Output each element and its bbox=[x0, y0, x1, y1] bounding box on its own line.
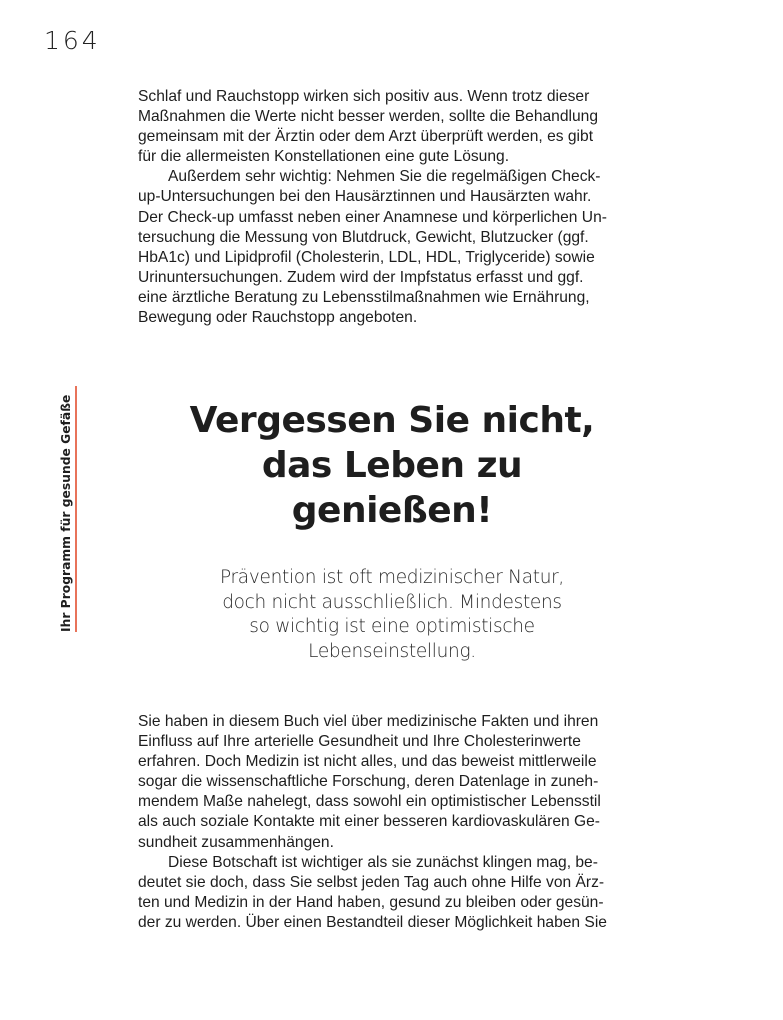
text-line: up-Untersuchungen bei den Hausärztinnen und Hausärzten wahr. bbox=[138, 188, 592, 206]
text-line: sundheit zusammenhängen. bbox=[138, 833, 334, 851]
text-line: der zu werden. Über einen Bestandteil dieser Möglichkeit haben Sie bbox=[138, 913, 607, 931]
lead-line: Prävention ist oft medizinischer Natur, bbox=[219, 567, 565, 588]
body-text-top bbox=[138, 87, 644, 328]
headline-line: Vergessen Sie nicht, bbox=[189, 400, 595, 441]
text-line: Schlaf und Rauchstopp wirken sich positiv aus. Wenn trotz dieser bbox=[138, 88, 590, 105]
text-line: erfahren. Doch Medizin ist nicht alles, und das beweist mittlerweile bbox=[138, 753, 597, 771]
text-line: tersuchung die Messung von Blutdruck, Gewicht, Blutzucker (ggf. bbox=[138, 228, 589, 246]
text-line: HbA1c) und Lipidprofil (Cholesterin, LDL, HDL, Triglyceride) sowie bbox=[138, 248, 595, 266]
running-head bbox=[57, 386, 79, 632]
text-line: Außerdem sehr wichtig: Nehmen Sie die regelmäßigen Check- bbox=[168, 168, 601, 186]
section-lead bbox=[180, 566, 604, 664]
accent-rule bbox=[75, 386, 77, 632]
headline-line: das Leben zu bbox=[261, 445, 523, 486]
text-line: mendem Maße nahelegt, dass sowohl ein optimistischer Lebensstil bbox=[138, 793, 601, 811]
body-text-bottom bbox=[138, 712, 644, 933]
text-line: ten und Medizin in der Hand haben, gesund zu bleiben oder gesün- bbox=[138, 893, 604, 911]
text-line: Diese Botschaft ist wichtiger als sie zunächst klingen mag, be- bbox=[168, 853, 598, 871]
text-line: Der Check-up umfasst neben einer Anamnese und körperlichen Un- bbox=[138, 208, 607, 226]
text-line: Maßnahmen die Werte nicht besser werden, sollte die Behandlung bbox=[138, 108, 598, 126]
text-line: für die allermeisten Konstellationen eine gute Lösung. bbox=[138, 148, 510, 166]
text-line: Bewegung oder Rauchstopp angeboten. bbox=[138, 309, 418, 327]
paragraph bbox=[138, 87, 644, 167]
text-line: Sie haben in diesem Buch viel über medizinische Fakten und ihren bbox=[138, 713, 599, 730]
text-line: Urinuntersuchungen. Zudem wird der Impfstatus erfasst und ggf. bbox=[138, 268, 584, 286]
section-headline bbox=[150, 398, 634, 533]
page-number: 164 bbox=[44, 26, 101, 55]
text-line: eine ärztliche Beratung zu Lebensstilmaßnahmen wie Ernährung, bbox=[138, 288, 590, 306]
running-head-text: Ihr Programm für gesunde Gefäße bbox=[59, 394, 73, 632]
lead-line: so wichtig ist eine optimistische bbox=[249, 616, 535, 637]
lead-line: Lebenseinstellung. bbox=[308, 640, 476, 662]
paragraph bbox=[138, 167, 644, 328]
paragraph bbox=[138, 853, 644, 933]
text-line: deutet sie doch, dass Sie selbst jeden Tag auch ohne Hilfe von Ärz- bbox=[138, 873, 605, 891]
lead-line: doch nicht ausschließlich. Mindestens bbox=[222, 591, 562, 613]
text-line: gemeinsam mit der Ärztin oder dem Arzt überprüft werden, es gibt bbox=[138, 128, 594, 146]
text-line: Einfluss auf Ihre arterielle Gesundheit und Ihre Cholesterinwerte bbox=[138, 733, 581, 751]
paragraph bbox=[138, 712, 644, 853]
text-line: sogar die wissenschaftliche Forschung, deren Datenlage in zuneh- bbox=[138, 773, 599, 791]
text-line: als auch soziale Kontakte mit einer besseren kardiovaskulären Ge- bbox=[138, 813, 600, 831]
headline-line: genießen! bbox=[291, 490, 493, 531]
